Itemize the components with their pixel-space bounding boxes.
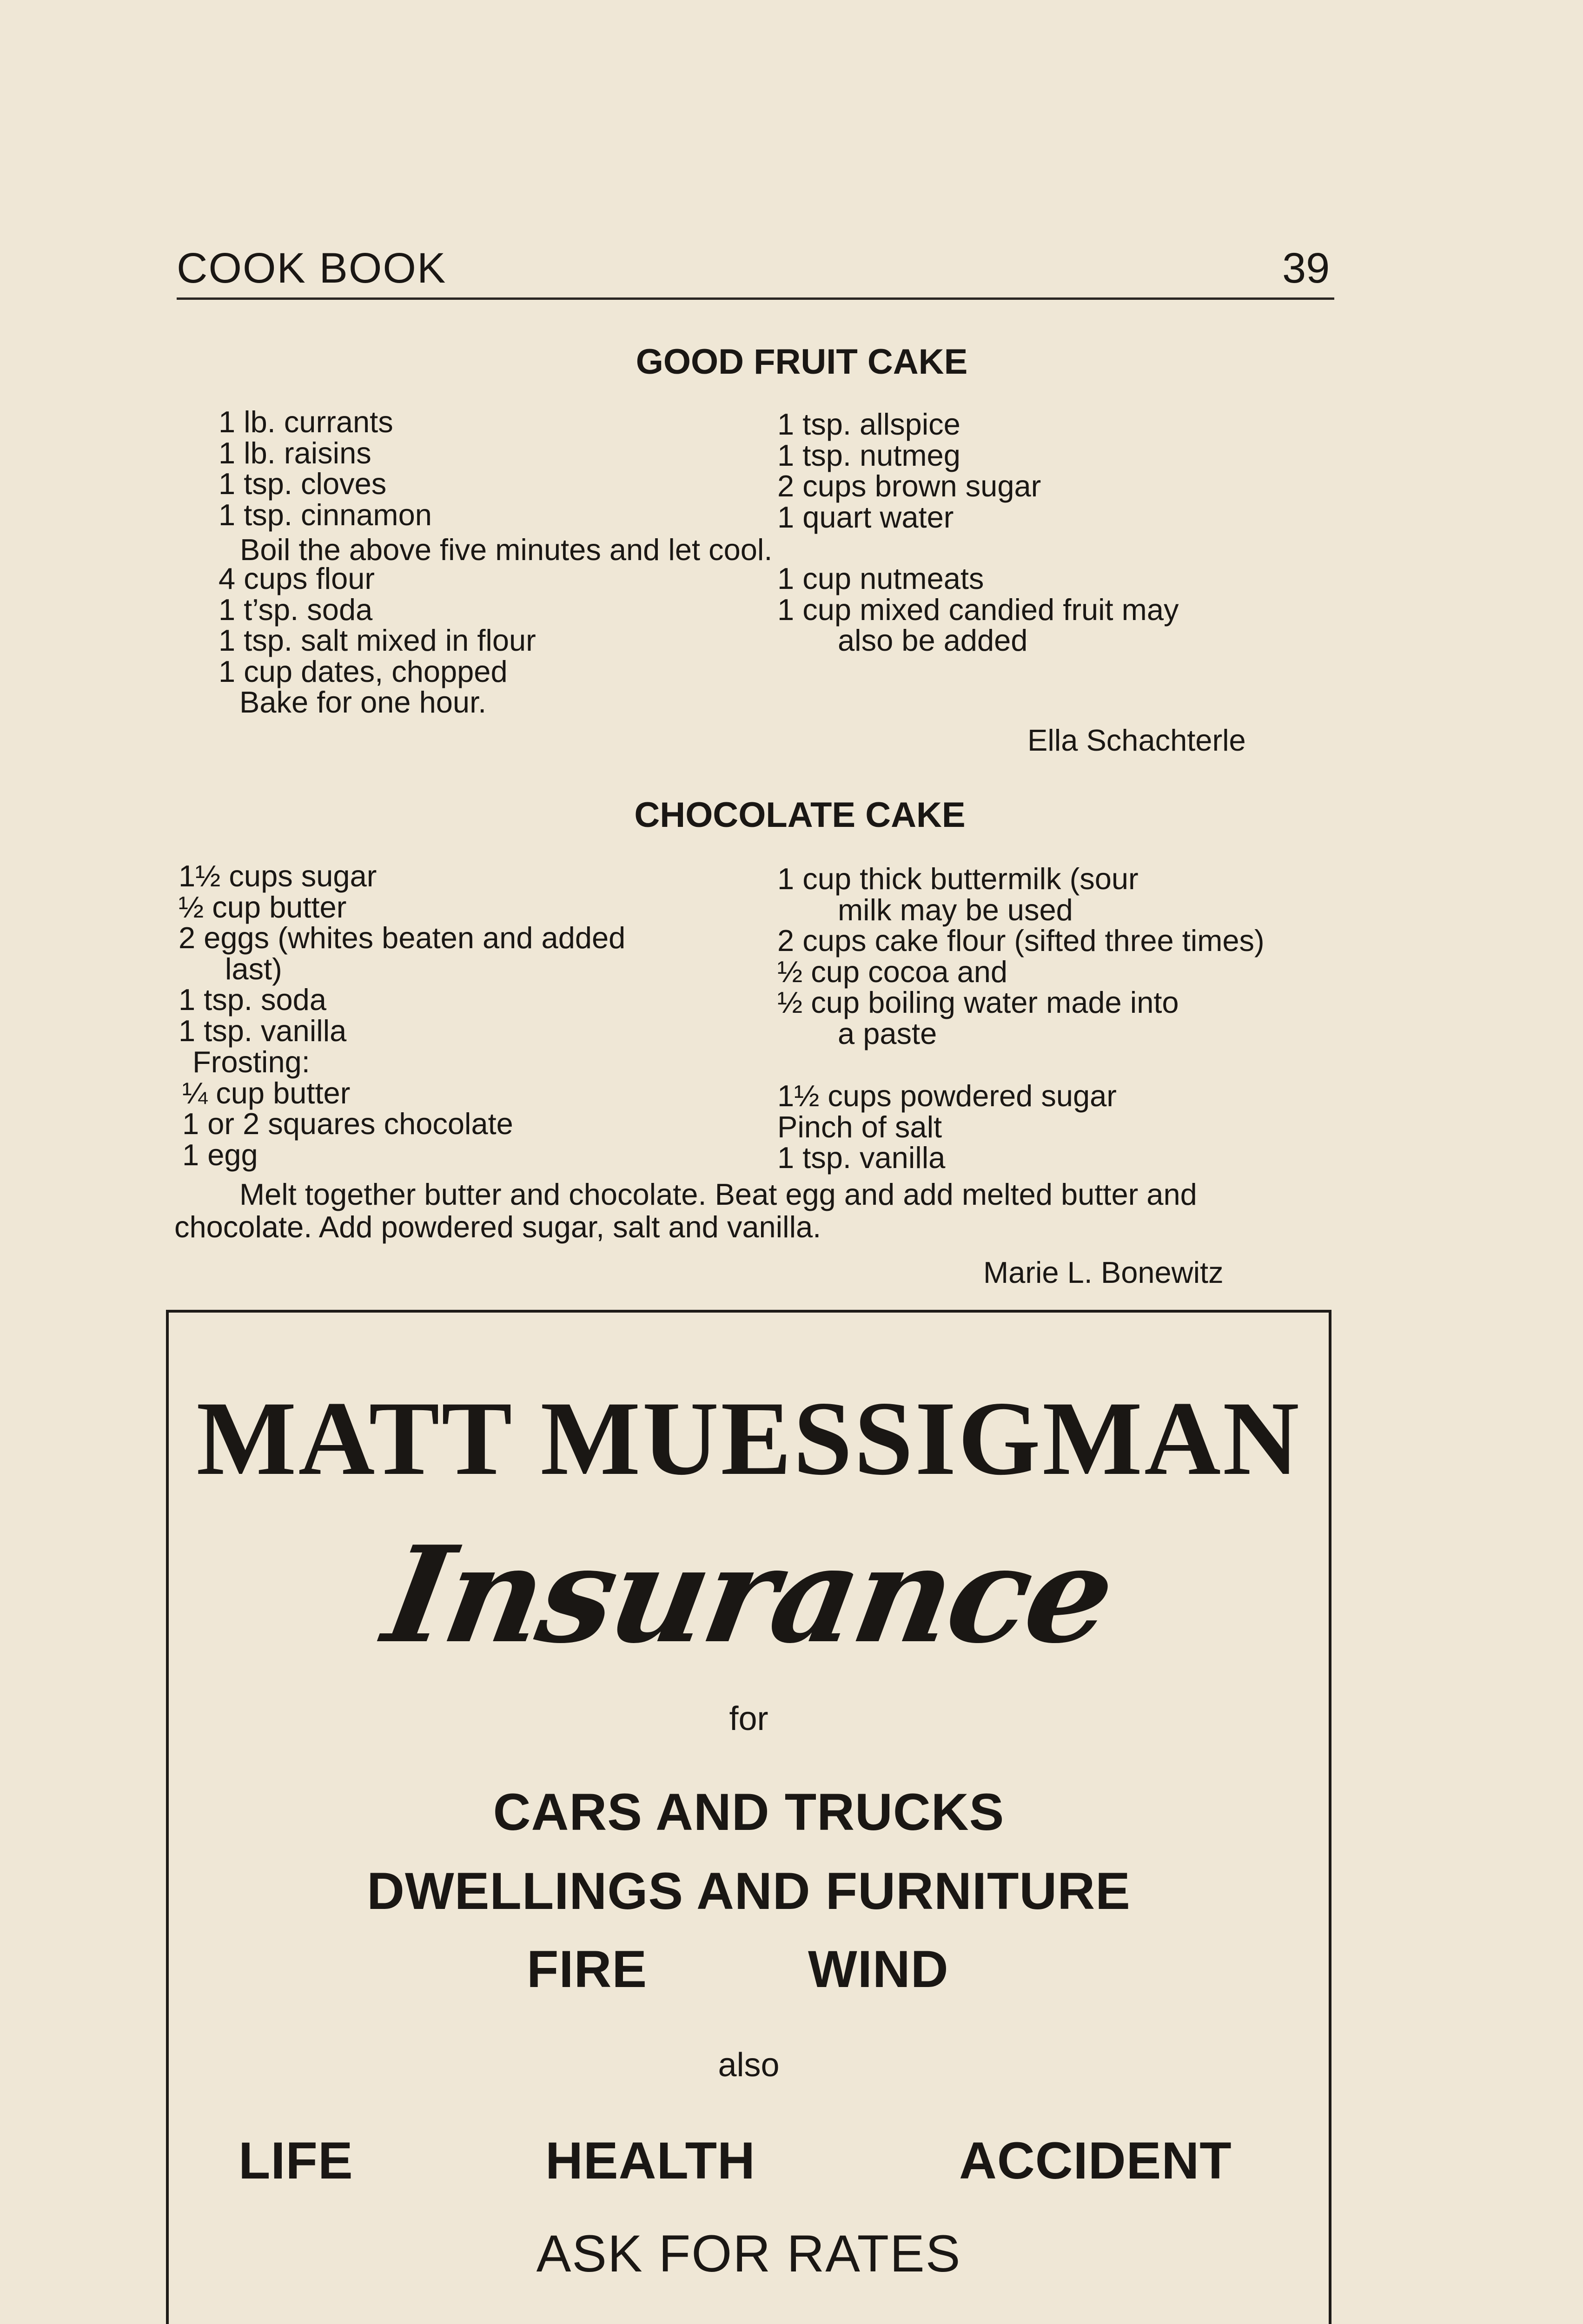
fruit-cake-ingredients-left-2	[219, 563, 536, 718]
ad-ask-for-rates: ASK FOR RATES	[536, 2225, 961, 2283]
ad-accident: ACCIDENT	[959, 2132, 1232, 2190]
ingredient: 1 egg	[182, 1137, 258, 1172]
ingredient: also be added	[838, 623, 1028, 657]
ad-for: for	[729, 1700, 768, 1737]
ad-dwellings-and-furniture: DWELLINGS AND FURNITURE	[367, 1862, 1131, 1920]
ingredient: 1 lb. raisins	[219, 436, 371, 470]
frosting-ingredients-right	[777, 1081, 1117, 1174]
insurance-advertisement	[166, 1310, 1331, 2324]
ingredient: 2 eggs (whites beaten and added	[179, 921, 626, 955]
fruit-cake-ingredients-left	[219, 407, 432, 530]
ingredient: a paste	[838, 1016, 937, 1050]
ad-life: LIFE	[238, 2132, 353, 2190]
page-number: 39	[1282, 244, 1330, 292]
ad-fire: FIRE	[527, 1940, 648, 1998]
ingredient: 1½ cups powdered sugar	[777, 1079, 1117, 1113]
header-rule	[177, 297, 1334, 300]
ingredient: 1 cup mixed candied fruit may	[777, 592, 1179, 627]
ingredient: 1 tsp. vanilla	[777, 1141, 946, 1175]
ingredient: 2 cups cake flour (sifted three times)	[777, 924, 1265, 957]
ingredient: 1 or 2 squares chocolate	[182, 1107, 513, 1141]
ingredient: 1 tsp. soda	[179, 983, 326, 1017]
ingredient: last)	[225, 951, 282, 986]
ad-cars-and-trucks: CARS AND TRUCKS	[493, 1783, 1005, 1841]
ingredient: 1 cup dates, chopped	[219, 654, 508, 688]
frosting-ingredients-left	[182, 1047, 513, 1170]
ingredient: ½ cup butter	[179, 890, 347, 924]
ingredient: 1 tsp. salt mixed in flour	[219, 623, 536, 657]
ingredient: Pinch of salt	[777, 1109, 942, 1144]
ingredient: ½ cup cocoa and	[777, 954, 1008, 989]
ingredient: milk may be used	[838, 892, 1073, 927]
ingredient: 1 tsp. allspice	[777, 407, 960, 441]
ingredient: 4 cups flour	[219, 561, 375, 595]
ingredient: 1 lb. currants	[219, 405, 393, 439]
ingredient: 1 tsp. vanilla	[179, 1013, 347, 1048]
insurance-script-heading: Insurance	[374, 1517, 1123, 1673]
fruit-cake-ingredients-right	[777, 409, 1041, 533]
ingredient: 2 cups brown sugar	[777, 469, 1041, 503]
bake-instruction: Bake for one hour.	[239, 685, 487, 719]
chocolate-cake-author: Marie L. Bonewitz	[983, 1255, 1224, 1289]
ingredient: 1 cup thick buttermilk (sour	[777, 862, 1139, 896]
ingredient: 1 tsp. cinnamon	[219, 497, 432, 532]
ingredient: 1 cup nutmeats	[777, 561, 984, 595]
running-head: COOK BOOK	[177, 244, 447, 292]
boil-instruction: Boil the above five minutes and let cool.	[240, 533, 773, 567]
chocolate-cake-ingredients-right	[777, 864, 1265, 1049]
fruit-cake-ingredients-right-2	[777, 563, 1179, 656]
fruit-cake-title: GOOD FRUIT CAKE	[636, 342, 968, 382]
ad-wind: WIND	[808, 1940, 949, 1998]
chocolate-cake-ingredients-left	[179, 861, 625, 1046]
frosting-label: Frosting:	[192, 1045, 310, 1079]
ingredient: ¼ cup butter	[182, 1076, 351, 1110]
ingredient: 1½ cups sugar	[179, 859, 377, 893]
ad-health: HEALTH	[545, 2132, 755, 2190]
ingredient: 1 tsp. nutmeg	[777, 438, 960, 472]
fruit-cake-author: Ella Schachterle	[1027, 723, 1246, 757]
advertiser-name: MATT MUESSIGMAN	[196, 1380, 1301, 1497]
ingredient: ½ cup boiling water made into	[777, 985, 1179, 1019]
chocolate-cake-title: CHOCOLATE CAKE	[634, 795, 966, 835]
frosting-method: Melt together butter and chocolate. Beat egg and add melted butter and chocolate. Add powdered sugar, salt and vanilla.	[174, 1177, 1197, 1244]
ad-also: also	[718, 2047, 780, 2084]
ingredient: 1 tsp. cloves	[219, 467, 387, 501]
ingredient: 1 t’sp. soda	[219, 592, 373, 627]
ingredient: 1 quart water	[777, 500, 954, 534]
